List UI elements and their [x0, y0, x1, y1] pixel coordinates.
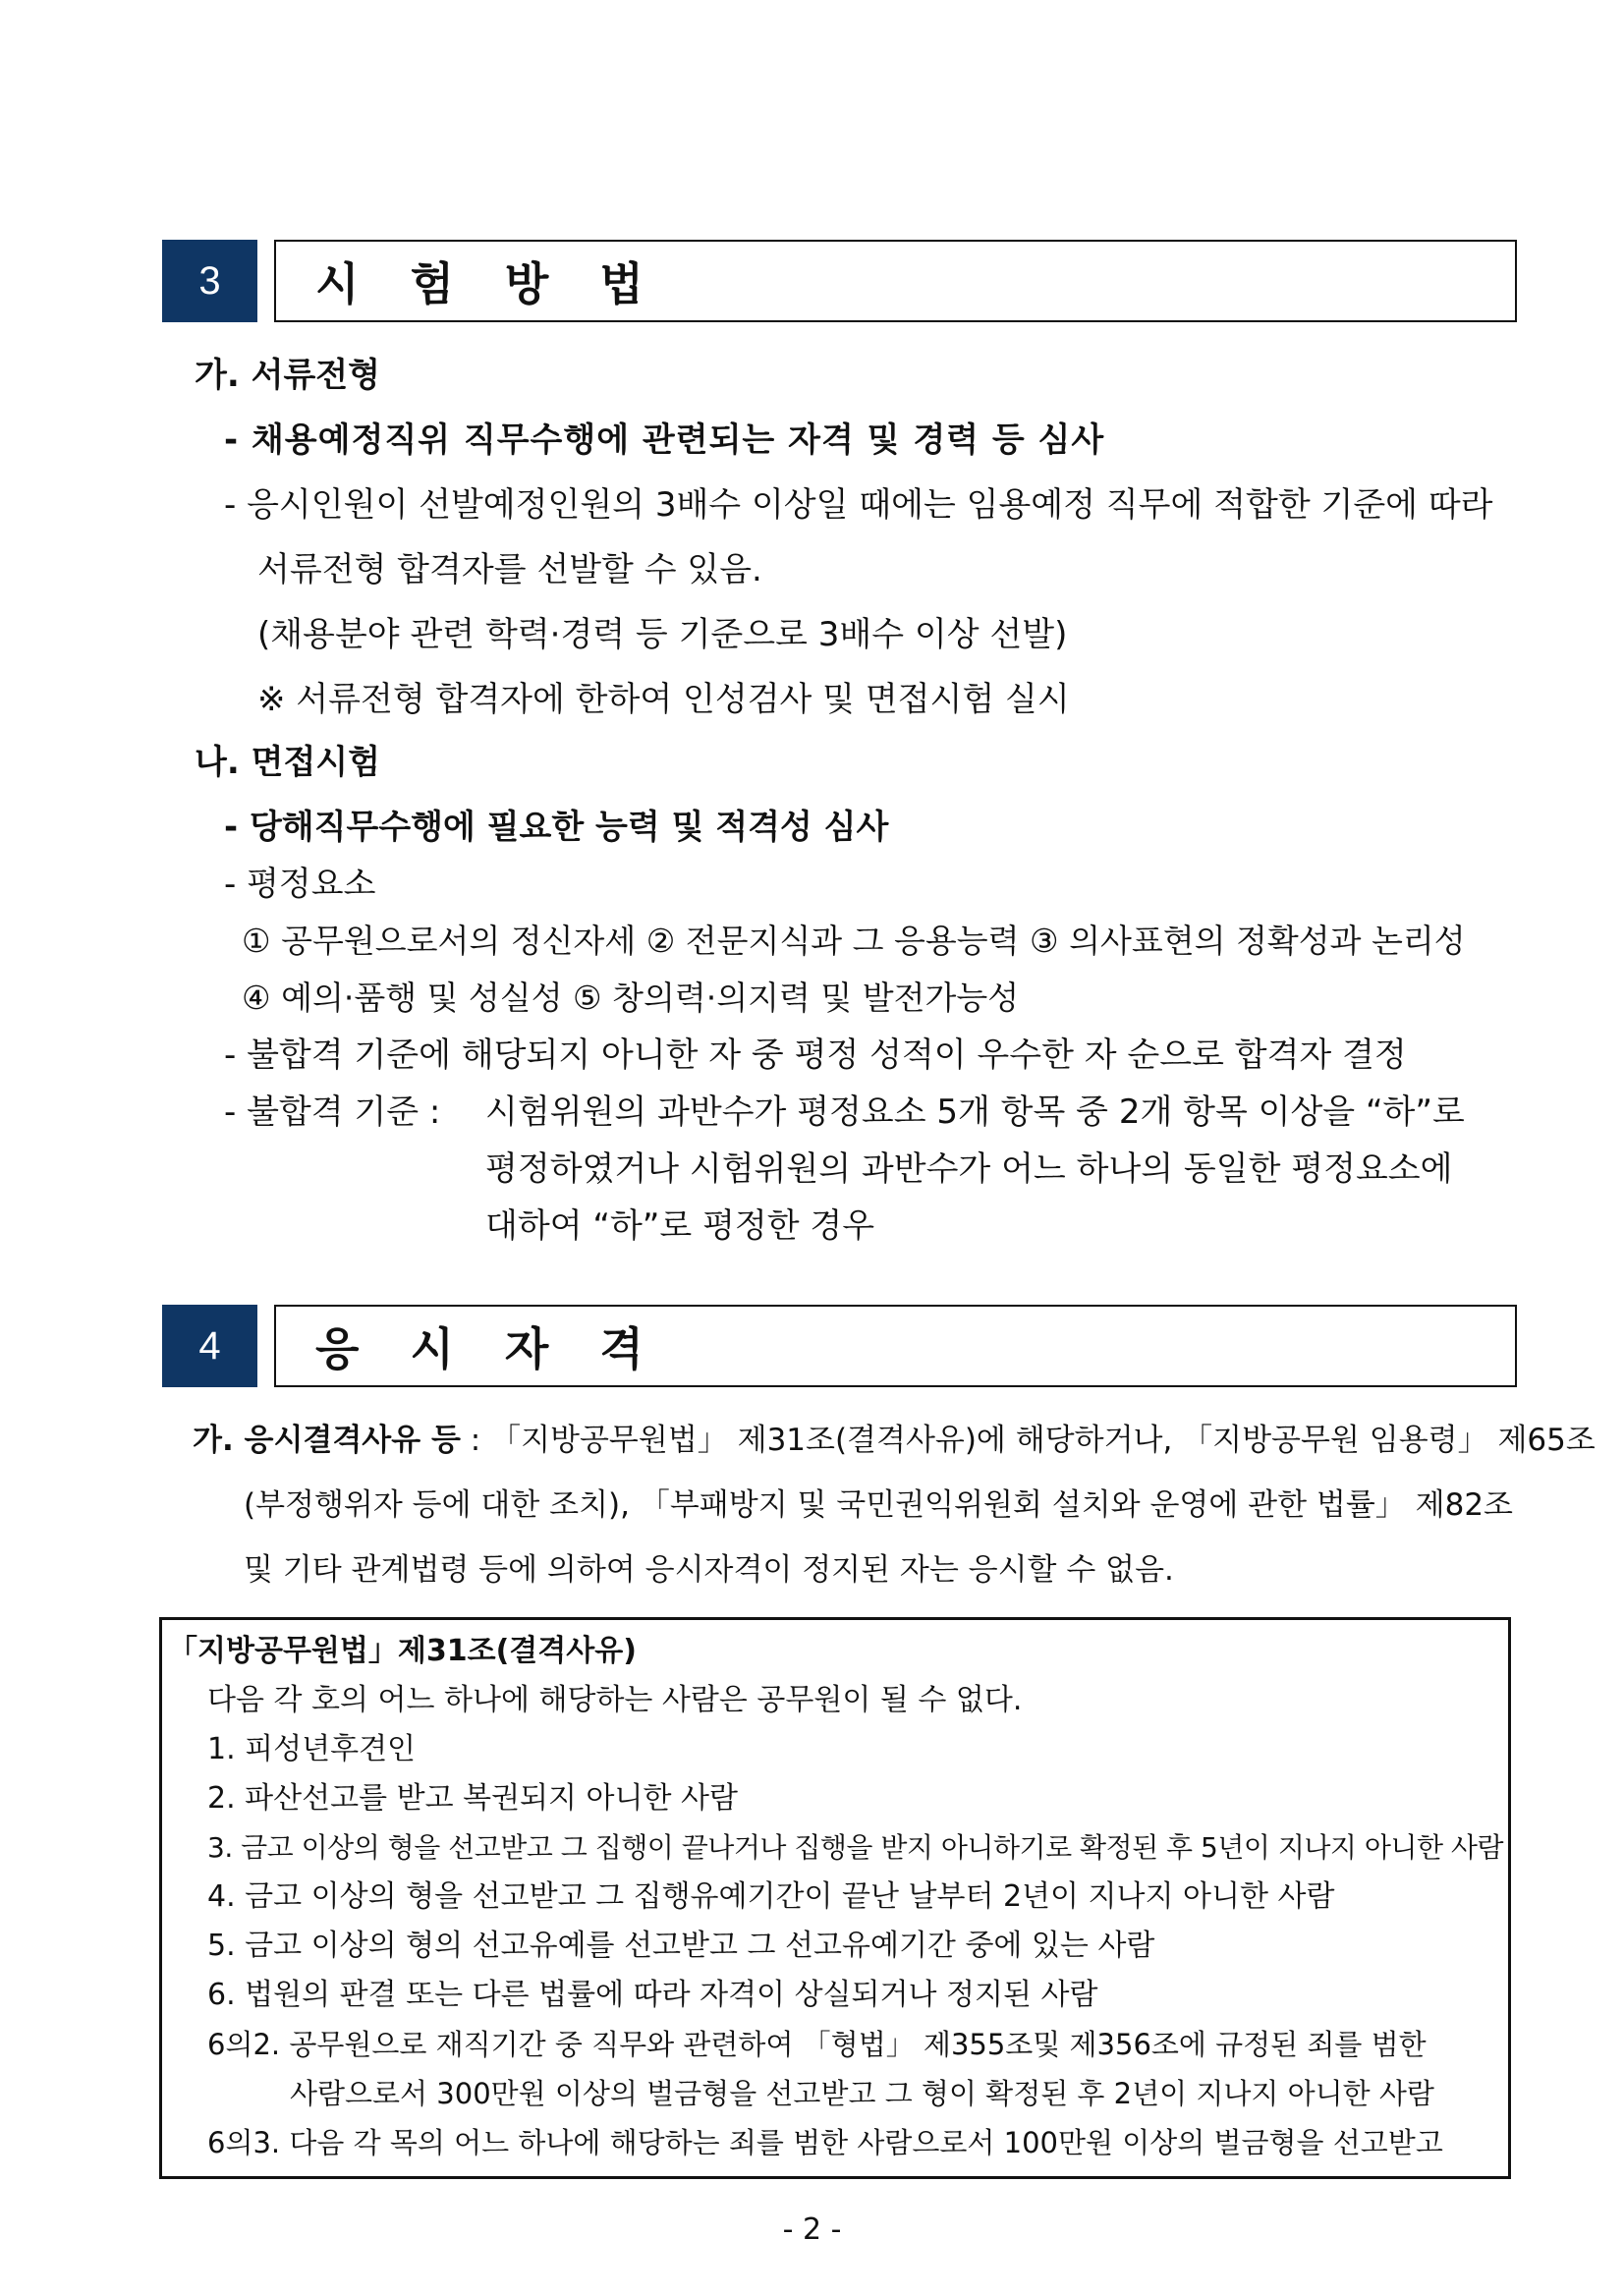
subsection-heading: 가. 서류전형	[195, 356, 380, 395]
law-item: 4. 금고 이상의 형을 선고받고 그 집행유예기간이 끝난 날부터 2년이 지나지 아니한 사람	[207, 1879, 1335, 1914]
section-title	[274, 1305, 1517, 1387]
fail-criteria: 평정하였거나 시험위원의 과반수가 어느 하나의 동일한 평정요소에	[485, 1149, 1453, 1189]
section-number: 4	[162, 1305, 257, 1387]
law-item: 5. 금고 이상의 형의 선고유예를 선고받고 그 선고유예기간 중에 있는 사람	[207, 1929, 1155, 1963]
list-item-continuation: 서류전형 합격자를 선발할 수 있음.	[257, 550, 762, 589]
eligibility-text: : 「지방공무원법」 제31조(결격사유)에 해당하거나, 「지방공무원 임용령」 제65조	[460, 1423, 1596, 1458]
law-item: 3. 금고 이상의 형을 선고받고 그 집행이 끝나거나 집행을 받지 아니하기로 확정된 후 5년이 지나지 아니한 사람	[207, 1831, 1504, 1864]
law-box	[159, 1617, 1511, 2179]
fail-criteria: 시험위원의 과반수가 평정요소 5개 항목 중 2개 항목 이상을 “하”로	[485, 1092, 1465, 1132]
list-item: - 당해직무수행에 필요한 능력 및 적격성 심사	[224, 808, 889, 847]
subsection-heading: 나. 면접시험	[195, 743, 380, 782]
eligibility-label: 가. 응시결격사유 등	[193, 1423, 461, 1458]
page-number: - 2 -	[782, 2212, 842, 2247]
law-item: 6의3. 다음 각 목의 어느 하나에 해당하는 죄를 범한 사람으로서 100만원 이상의 벌금형을 선고받고	[207, 2126, 1443, 2159]
law-item: 1. 피성년후견인	[207, 1732, 417, 1766]
list-note: ※ 서류전형 합격자에 한하여 인성검사 및 면접시험 실시	[257, 680, 1070, 719]
law-item-continuation: 사람으로서 300만원 이상의 벌금형을 선고받고 그 형이 확정된 후 2년이 지나지 아니한 사람	[290, 2077, 1434, 2110]
law-intro: 다음 각 호의 어느 하나에 해당하는 사람은 공무원이 될 수 없다.	[207, 1683, 1023, 1717]
list-item: - 평정요소	[224, 865, 376, 904]
eligibility-text: 및 기타 관계법령 등에 의하여 응시자격이 정지된 자는 응시할 수 없음.	[244, 1552, 1174, 1588]
law-item: 6. 법원의 판결 또는 다른 법률에 따라 자격이 상실되거나 정지된 사람	[207, 1978, 1098, 2012]
list-item: - 불합격 기준 :	[224, 1092, 441, 1132]
fail-criteria: 대하여 “하”로 평정한 경우	[485, 1206, 875, 1246]
section-3-header	[162, 240, 1518, 322]
evaluation-factors: ① 공무원으로서의 정신자세 ② 전문지식과 그 응용능력 ③ 의사표현의 정확성과 논리성	[242, 922, 1466, 960]
section-title-text: 시 험 방 법	[315, 257, 661, 310]
law-title: 「지방공무원법」제31조(결격사유)	[168, 1634, 637, 1668]
section-title	[274, 240, 1517, 322]
list-item: - 응시인원이 선발예정인원의 3배수 이상일 때에는 임용예정 직무에 적합한 기준에 따라	[224, 485, 1493, 525]
law-item: 6의2. 공무원으로 재직기간 중 직무와 관련하여 「형법」 제355조및 제356조에 규정된 죄를 범한	[207, 2028, 1427, 2061]
list-note: (채용분야 관련 학력·경력 등 기준으로 3배수 이상 선발)	[257, 615, 1068, 654]
list-item: - 불합격 기준에 해당되지 아니한 자 중 평정 성적이 우수한 자 순으로 합격자 결정	[224, 1036, 1407, 1075]
evaluation-factors: ④ 예의·품행 및 성실성 ⑤ 창의력·의지력 및 발전가능성	[242, 979, 1020, 1017]
section-4-header	[162, 1305, 1518, 1387]
law-item: 2. 파산선고를 받고 복권되지 아니한 사람	[207, 1781, 738, 1816]
section-number: 3	[162, 240, 257, 322]
eligibility-paragraph	[193, 1421, 1596, 1460]
list-item: - 채용예정직위 직무수행에 관련되는 자격 및 경력 등 심사	[224, 420, 1105, 460]
eligibility-text: (부정행위자 등에 대한 조치), 「부패방지 및 국민권익위원회 설치와 운영에 관한 법률」 제82조	[244, 1487, 1513, 1523]
section-title-text: 응 시 자 격	[315, 1322, 661, 1375]
